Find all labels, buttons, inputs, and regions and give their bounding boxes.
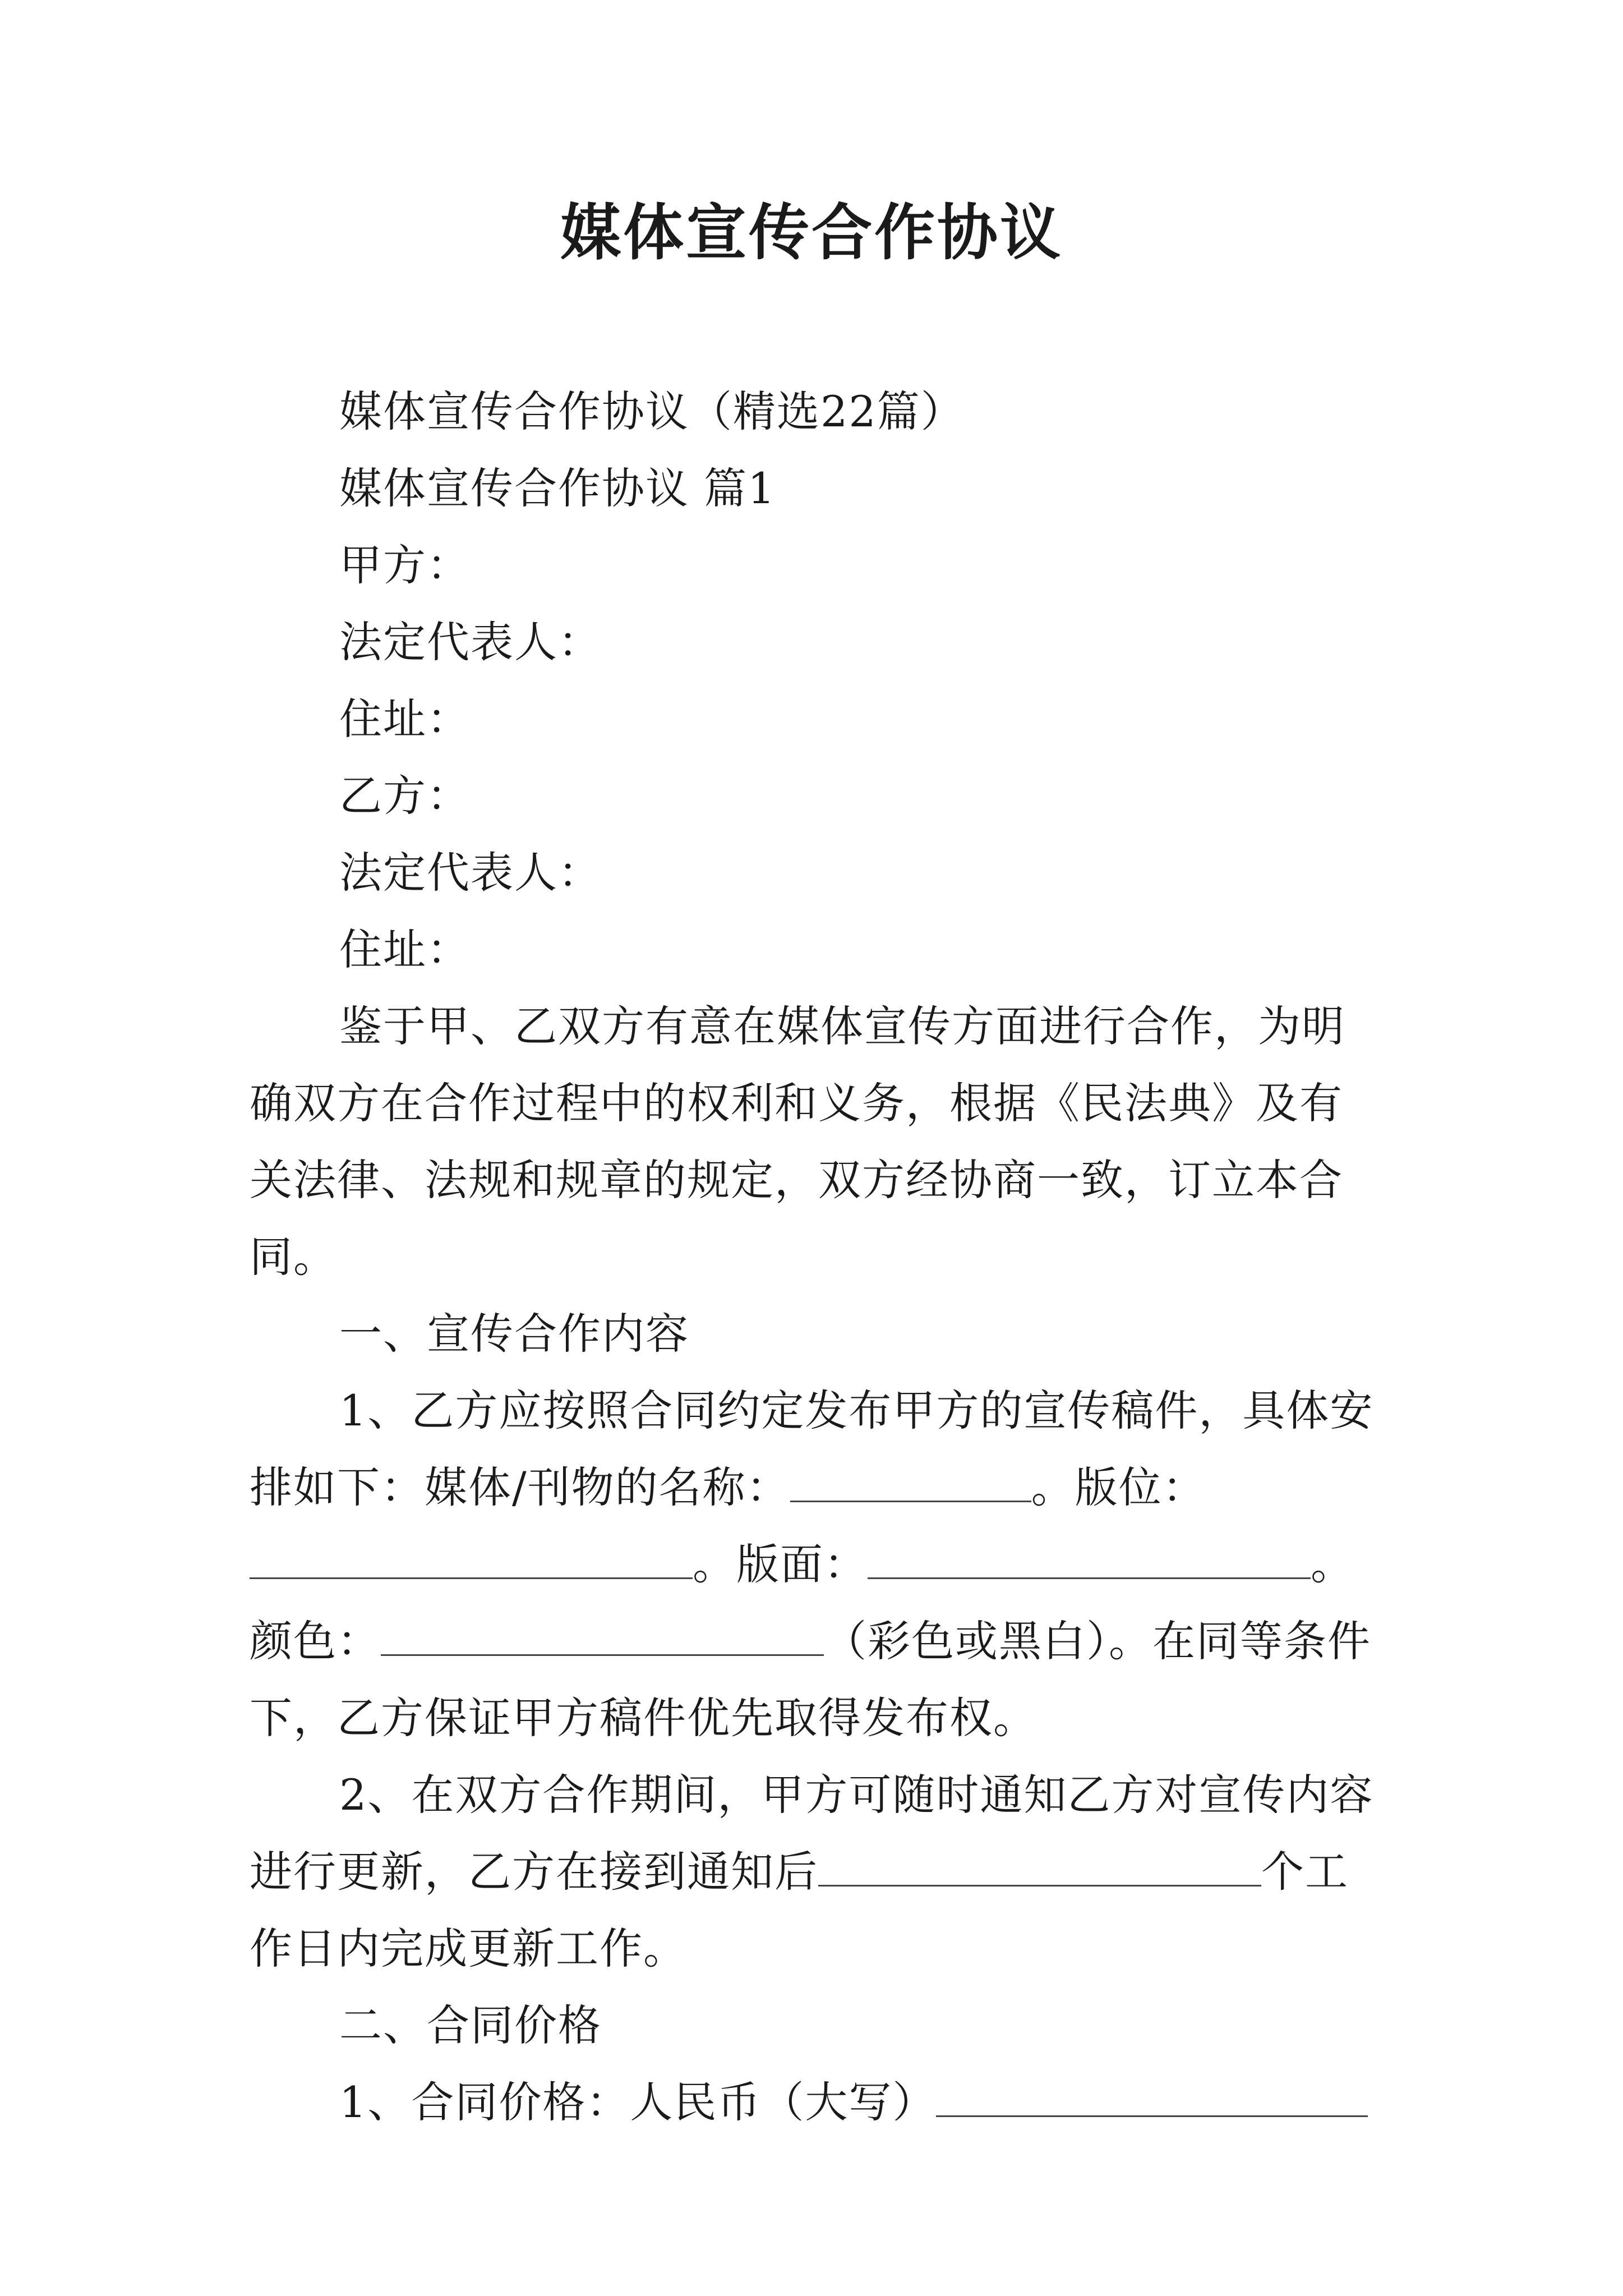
clause-1-1-text-b: 。版位： — [1031, 1462, 1206, 1512]
document-title: 媒体宣传合作协议 — [560, 197, 1063, 268]
party-b-address: 住址： — [339, 924, 471, 974]
layout-blank — [868, 1538, 1311, 1579]
party-b-representative: 法定代表人： — [339, 848, 602, 898]
clause-1-2-paragraph — [250, 1756, 1380, 1987]
subtitle: 媒体宣传合作协议（精选22篇） — [339, 386, 965, 436]
clause-1-2-text-a: 2、在双方合作期间，甲方可随时通知乙方对宣传内容进行更新，乙方在接到通知后 — [250, 1770, 1374, 1897]
document-body — [250, 373, 1380, 2141]
clause-1-2-text-b: 个工作日内完成更新工作。 — [250, 1847, 1349, 1973]
workdays-blank — [818, 1846, 1261, 1887]
preamble-paragraph: 鉴于甲、乙双方有意在媒体宣传方面进行合作，为明确双方在合作过程中的权利和义务，根据《民法典》及有关法律、法规和规章的规定，双方经协商一致，订立本合同。 — [250, 1001, 1345, 1282]
price-blank — [936, 2076, 1368, 2117]
party-a-label: 甲方： — [339, 540, 471, 590]
section-heading: 媒体宣传合作协议 篇1 — [339, 463, 776, 513]
clause-2-1-paragraph — [250, 2064, 1380, 2141]
position-blank — [250, 1538, 693, 1579]
clause-1-1-text-d: 。颜色： — [250, 1539, 1354, 1666]
party-a-address: 住址： — [339, 694, 471, 744]
clause-1-heading: 一、宣传合作内容 — [339, 1309, 689, 1359]
clause-2-1-text: 1、合同价格：人民币（大写） — [339, 2077, 937, 2127]
party-a-representative: 法定代表人： — [339, 617, 602, 667]
clause-2-heading: 二、合同价格 — [339, 2000, 602, 2050]
party-b-label: 乙方： — [339, 771, 471, 821]
clause-1-1-paragraph — [250, 1372, 1380, 1756]
media-name-blank — [790, 1461, 1031, 1502]
color-blank — [381, 1615, 824, 1656]
clause-1-1-text-c: 。版面： — [693, 1539, 868, 1589]
clause-1-1-text-a: 1、乙方应按照合同约定发布甲方的宣传稿件，具体安排如下：媒体/刊物的名称： — [250, 1386, 1374, 1512]
clause-1-1-text-e: （彩色或黑白）。在同等条件下，乙方保证甲方稿件优先取得发布权。 — [250, 1616, 1371, 1743]
